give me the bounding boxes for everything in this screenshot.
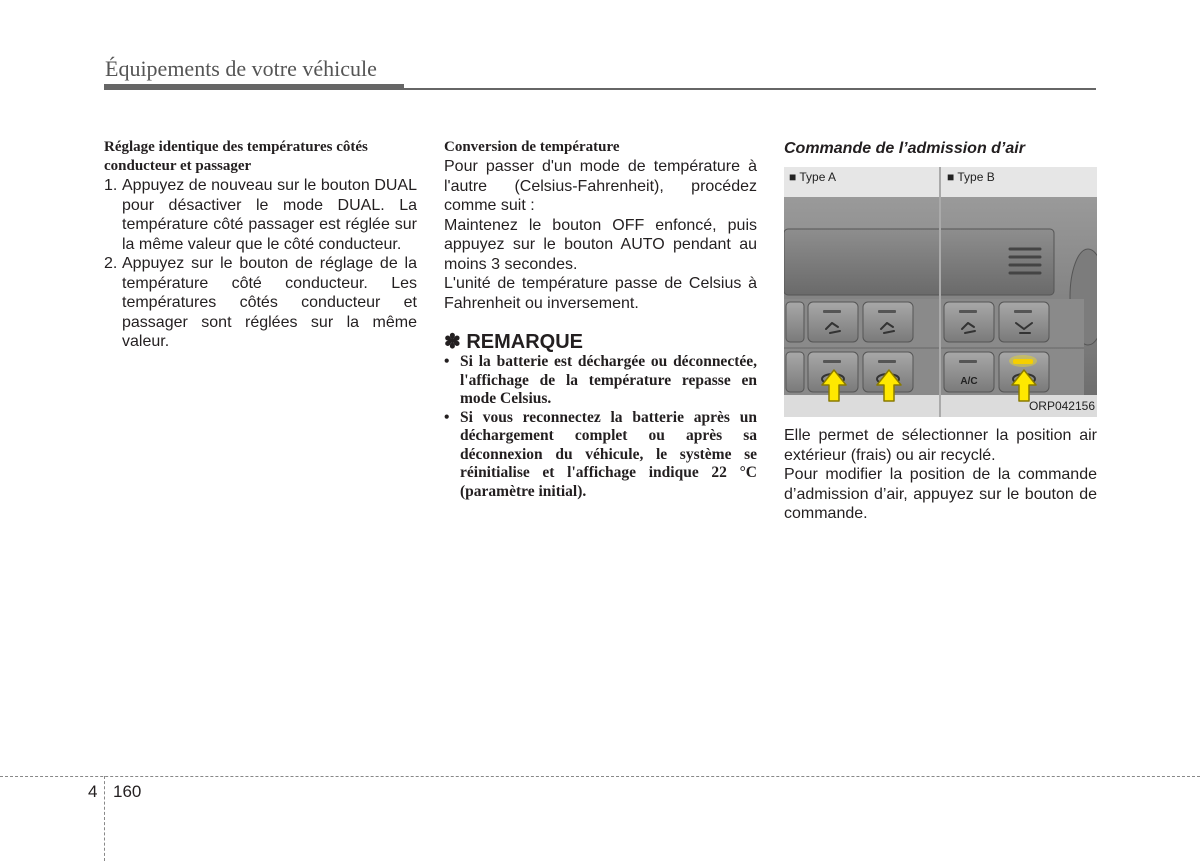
type-b-label: ■ Type B: [944, 170, 998, 184]
remark-list: [444, 353, 757, 501]
ac-button-label: A/C: [960, 376, 978, 387]
list-item: [444, 409, 757, 502]
climate-panel-illustration: [784, 167, 1097, 417]
footer-vertical-rule: [104, 776, 105, 861]
section-heading-temp-conversion: Conversion de température: [444, 139, 620, 155]
footer-rule: [0, 776, 1200, 777]
paragraph: Pour passer d'un mode de température à l'autre (Celsius-Fahrenheit), procédez comme suit :: [444, 158, 757, 214]
remark-heading: ✽ REMARQUE: [444, 331, 583, 353]
column-right: [784, 138, 1097, 524]
paragraph: Elle permet de sélectionner la position air extérieur (frais) ou air recyclé.: [784, 427, 1097, 464]
section-heading-air-intake: Commande de l’admission d’air: [784, 140, 1025, 157]
header-rule-thin: [404, 88, 1096, 90]
remark-text: Si la batterie est déchargée ou déconnectée, l'affichage de la température repasse en mode Celsius.: [460, 353, 757, 407]
climate-panel-figure: [784, 167, 1097, 417]
step-number: 1.: [104, 177, 118, 194]
column-middle: [444, 138, 757, 501]
page-number: 160: [113, 782, 142, 801]
step-number: 2.: [104, 255, 118, 272]
steps-list: [104, 176, 417, 352]
section-number: 4: [88, 782, 98, 801]
column-left: [104, 138, 417, 352]
bullet-icon: •: [444, 408, 450, 426]
header-rule: [104, 84, 404, 90]
bullet-icon: •: [444, 353, 450, 370]
section-heading-dual-sync: Réglage identique des températures côtés conducteur et passager: [104, 139, 368, 174]
list-item: [444, 353, 757, 409]
paragraph: Maintenez le bouton OFF enfoncé, puis appuyez sur le bouton AUTO pendant au moins 3 secondes.: [444, 216, 757, 273]
paragraph: L'unité de température passe de Celsius à Fahrenheit ou inversement.: [444, 275, 757, 312]
remark-text: Si vous reconnectez la batterie après un déchargement complet ou après sa déconnexion du véhicule, le système se réinitialise et l'affichage indique 22 °C (paramètre initial).: [460, 408, 757, 500]
step-text: Appuyez de nouveau sur le bouton DUAL pour désactiver le mode DUAL. La température côté passager est réglée sur la même valeur que le côté conducteur.: [122, 177, 417, 253]
type-a-label: ■ Type A: [786, 170, 839, 184]
list-item: [104, 176, 417, 254]
step-text: Appuyez sur le bouton de réglage de la température côté conducteur. Les températures côtés conducteur et passager sont réglées sur la même valeur.: [122, 255, 417, 350]
figure-code: ORP042156: [1028, 399, 1095, 413]
paragraph: Pour modifier la position de la commande d’admission d’air, appuyez sur le bouton de commande.: [784, 466, 1097, 522]
list-item: [104, 254, 417, 352]
page-title: Équipements de votre véhicule: [105, 56, 377, 81]
